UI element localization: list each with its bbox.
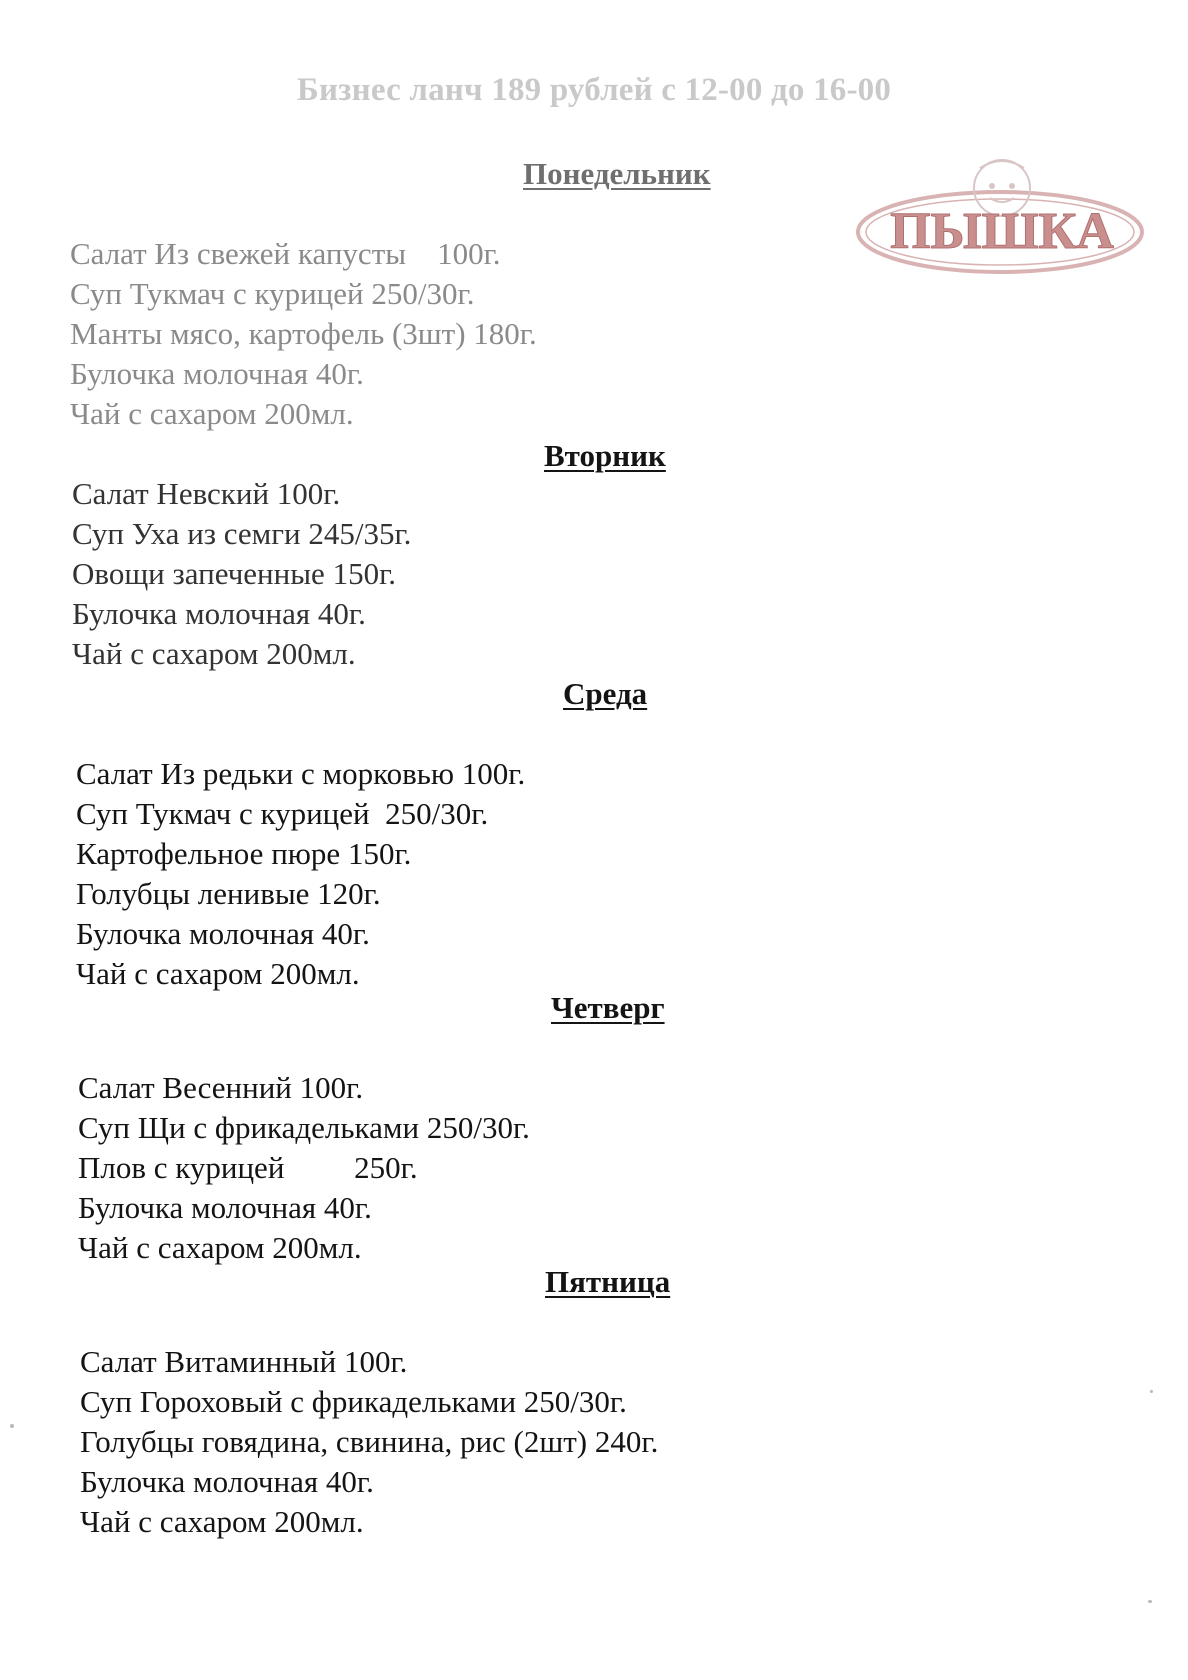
list-item: Булочка молочная 40г. [70,356,364,391]
list-item: Чай с сахаром 200мл. [70,396,354,431]
day-items-tuesday [72,474,411,674]
day-items-friday [80,1342,658,1542]
list-item: Голубцы говядина, свинина, рис (2шт) 240г. [80,1424,659,1459]
list-item: Суп Тукмач с курицей 250/30г. [76,796,489,831]
list-item: Суп Гороховый с фрикадельками 250/30г. [80,1384,627,1419]
list-item: Салат Невский 100г. [72,476,341,511]
scan-speck [1148,1600,1152,1603]
list-item: Чай с сахаром 200мл. [76,956,360,991]
scan-speck [10,1424,14,1428]
pyshka-logo [852,150,1162,300]
list-item: Булочка молочная 40г. [76,916,370,951]
list-item: Овощи запеченные 150г. [72,556,397,591]
list-item: Салат Из редьки с морковью 100г. [76,756,526,791]
list-item: Булочка молочная 40г. [80,1464,374,1499]
list-item: Голубцы ленивые 120г. [76,876,381,911]
day-heading-wednesday: Среда [563,676,648,711]
list-item: Плов с курицей 250г. [78,1150,418,1185]
day-items-thursday [78,1068,530,1268]
list-item: Чай с сахаром 200мл. [80,1504,364,1539]
list-item: Манты мясо, картофель (3шт) 180г. [70,316,537,351]
day-heading-thursday: Четверг [551,990,665,1025]
list-item: Картофельное пюре 150г. [76,836,412,871]
day-heading-monday: Понедельник [523,156,711,191]
list-item: Чай с сахаром 200мл. [78,1230,362,1265]
list-item: Суп Щи с фрикадельками 250/30г. [78,1110,530,1145]
list-item: Булочка молочная 40г. [78,1190,372,1225]
list-item: Суп Тукмач с курицей 250/30г. [70,276,475,311]
menu-title: Бизнес ланч 189 рублей с 12-00 до 16-00 [296,72,892,108]
list-item: Салат Весенний 100г. [78,1070,364,1105]
scan-speck [1150,1390,1153,1393]
list-item: Салат Витаминный 100г. [80,1344,408,1379]
list-item: Суп Уха из семги 245/35г. [72,516,412,551]
day-items-monday [70,234,537,434]
day-heading-friday: Пятница [545,1264,671,1299]
day-heading-tuesday: Вторник [544,438,666,473]
day-items-wednesday [76,754,525,994]
list-item: Салат Из свежей капусты 100г. [70,236,501,271]
list-item: Булочка молочная 40г. [72,596,366,631]
list-item: Чай с сахаром 200мл. [72,636,356,671]
logo-text: ПЫШКА [890,203,1114,260]
